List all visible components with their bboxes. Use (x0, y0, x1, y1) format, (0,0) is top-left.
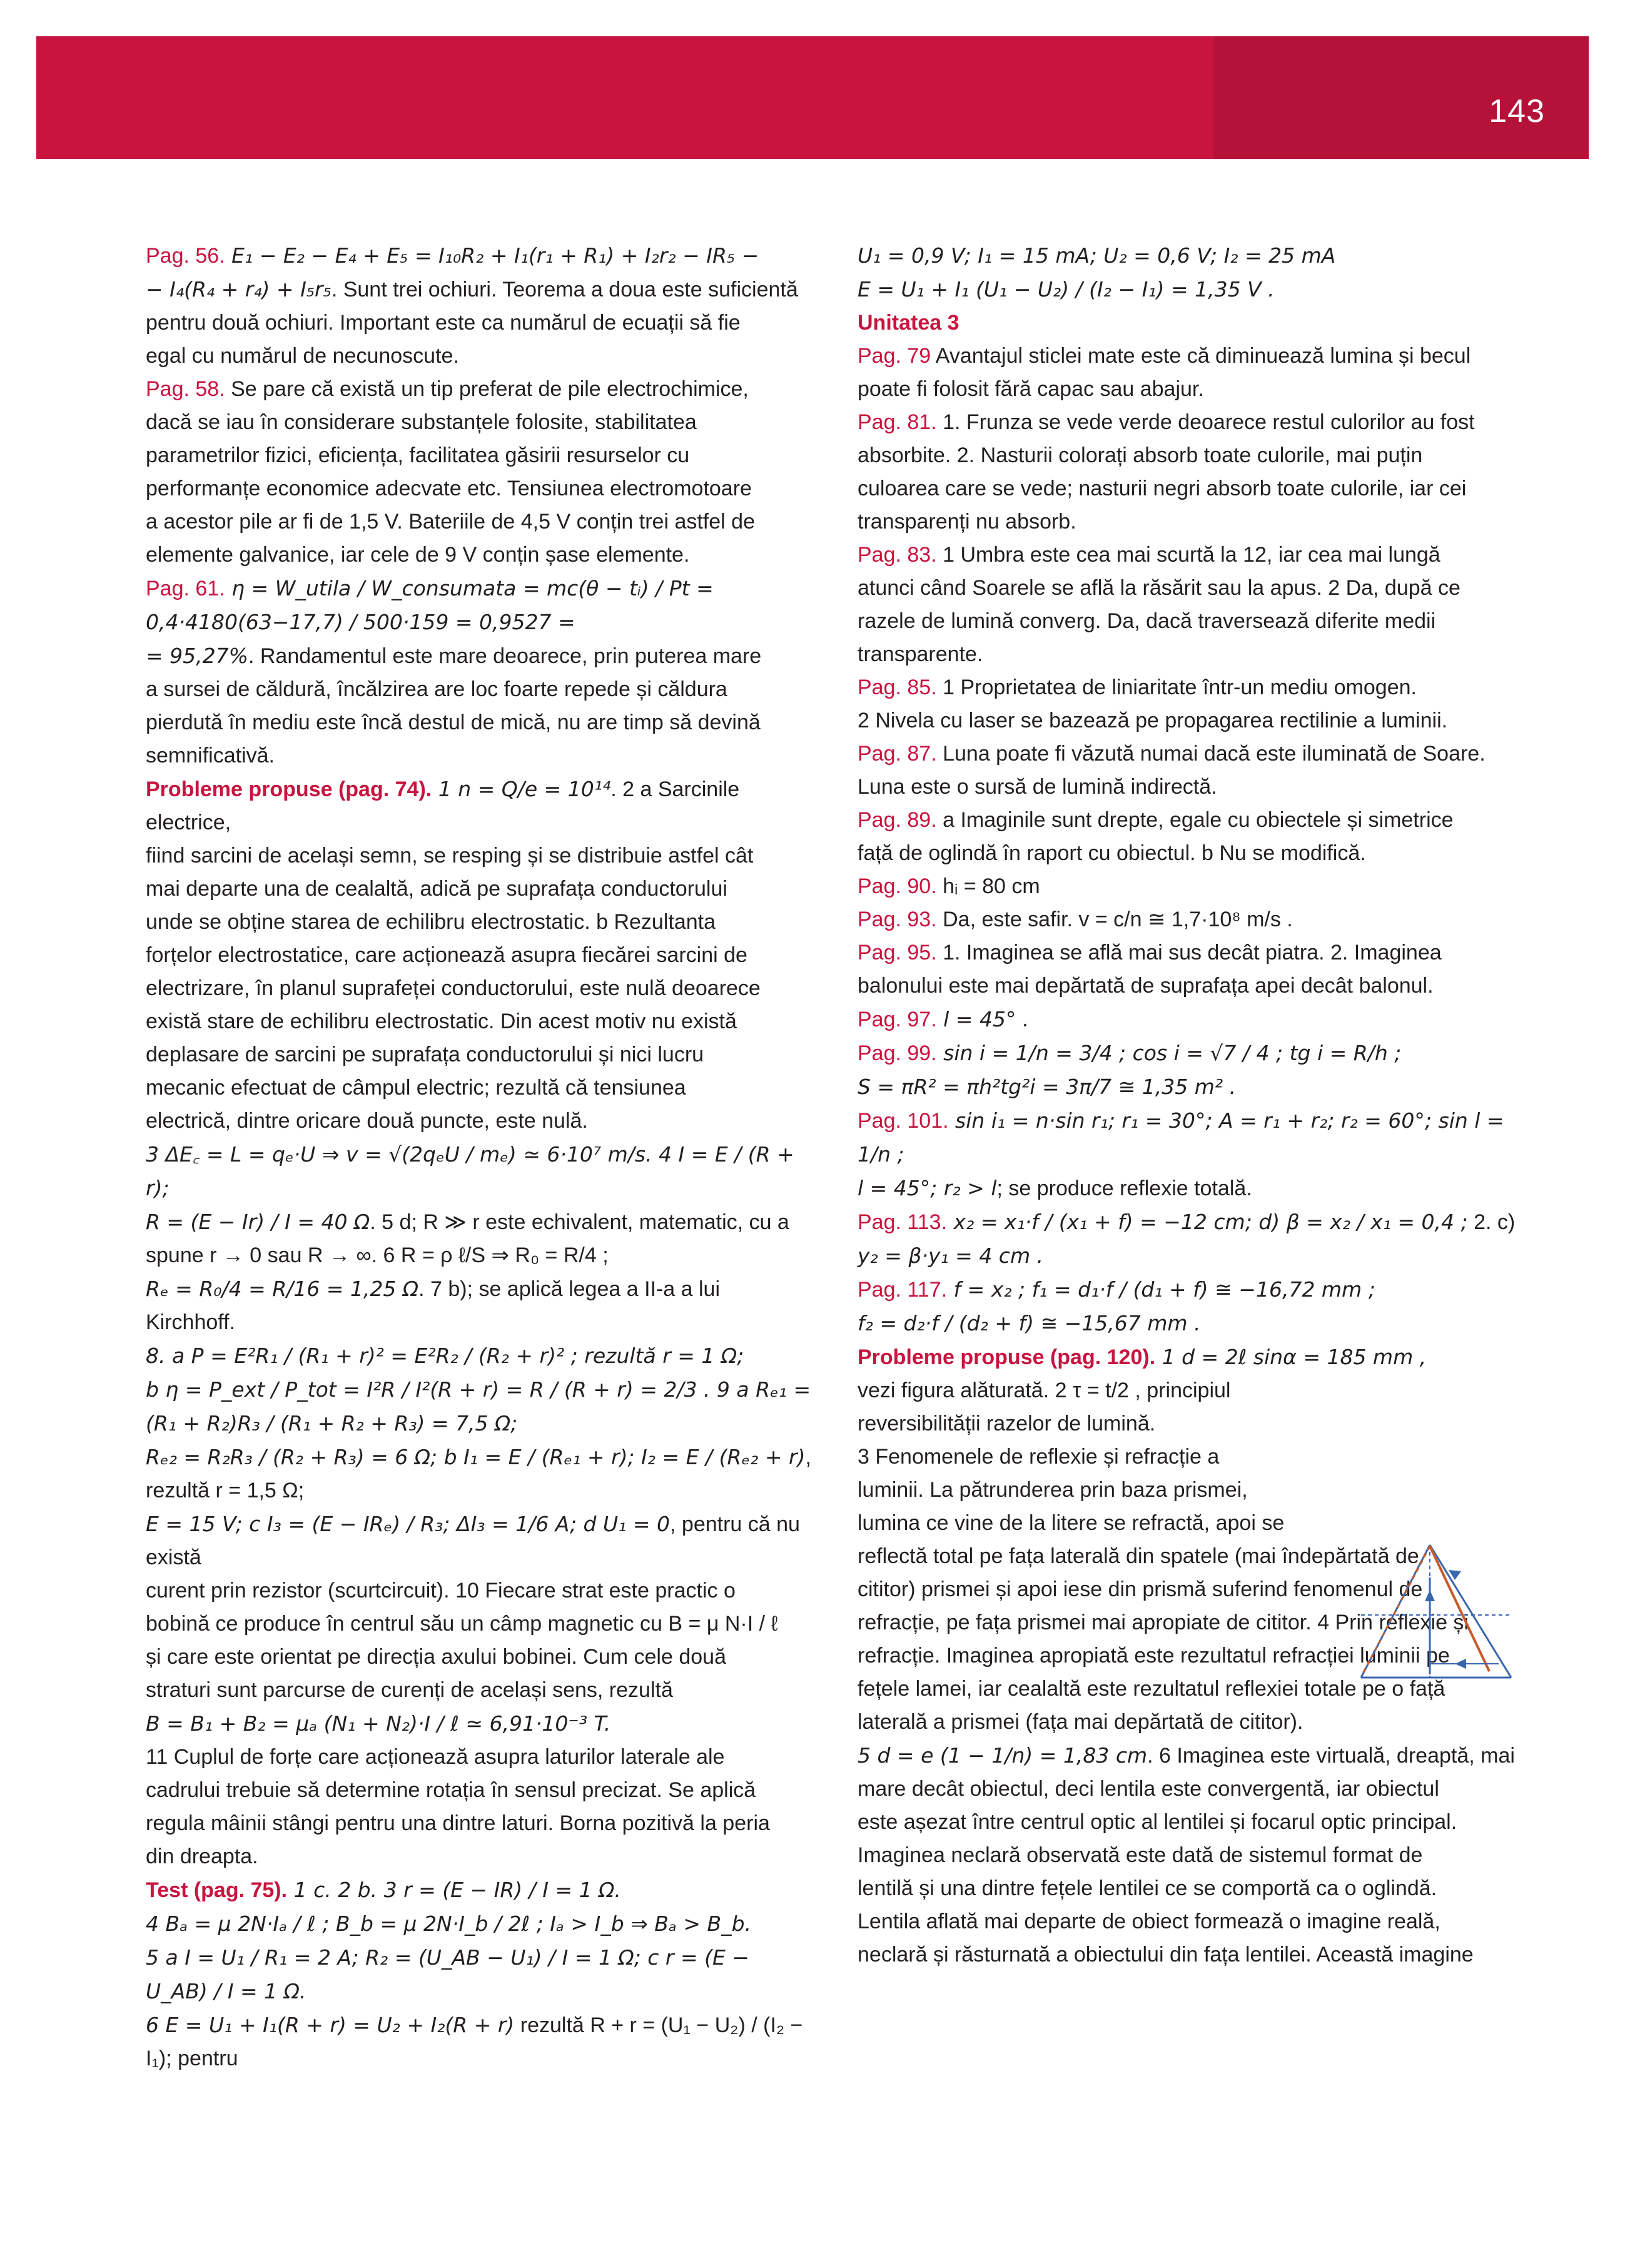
left-line (146, 406, 815, 439)
left-line-text: straturi sunt parcurse de curenți de același sens, rezultă (146, 1678, 673, 1702)
right-line-text: . 6 Imaginea este virtuală, dreaptă, mai (1147, 1744, 1515, 1768)
left-line (146, 906, 815, 939)
left-line-math: 6 E = U₁ + I₁(R + r) = U₂ + I₂(R + r) (146, 2013, 515, 2037)
left-line (146, 1741, 815, 1774)
right-line-text: față de oglindă în raport cu obiectul. b Nu se modifică. (858, 841, 1366, 865)
right-line-text: neclară și răsturnată a obiectului din fața lentilei. Această imagine (858, 1943, 1474, 1967)
left-line-math: B = B₁ + B₂ = μₐ (N₁ + N₂)·I / ℓ ≃ 6,91·10⁻³ T. (146, 1711, 611, 1736)
right-line-text: ; se produce reflexie totală. (996, 1177, 1252, 1200)
right-line (858, 1374, 1539, 1407)
right-line (858, 870, 1539, 903)
left-line-math: 5 a I = U₁ / R₁ = 2 A; R₂ = (U_AB − U₁) / I = 1 Ω; c r = (E − U_AB) / I = 1 Ω. (146, 1945, 749, 2003)
right-line-text: transparenți nu absorb. (858, 510, 1076, 534)
right-line (858, 1340, 1539, 1374)
right-line-text: 1 Umbra este cea mai scurtă la 12, iar cea mai lungă (936, 543, 1440, 567)
left-line-text: există stare de echilibru electrostatic. Din acest motiv nu există (146, 1010, 737, 1033)
right-line-text: transparente. (858, 642, 983, 666)
right-line (858, 837, 1539, 870)
right-line-ref: Pag. 97. (858, 1008, 937, 1031)
right-line (858, 804, 1539, 837)
right-line (858, 605, 1539, 638)
left-line-text: regula mâinii stângi pentru una dintre laturi. Borna pozitivă la peria (146, 1811, 770, 1835)
right-line-text: 1 Proprietatea de liniaritate într-un mediu omogen. (936, 676, 1417, 699)
left-line (146, 1373, 815, 1440)
left-line-text: . Randamentul este mare deoarece, prin puterea mare (248, 644, 762, 668)
right-line-text: razele de lumină converg. Da, dacă traversează diferite medii (858, 609, 1436, 633)
left-column (146, 239, 815, 2075)
right-line (858, 1938, 1539, 1972)
left-line (146, 239, 815, 273)
right-line (858, 340, 1539, 373)
prism-right-face (1430, 1545, 1511, 1678)
right-line (858, 1905, 1539, 1938)
right-line (858, 273, 1539, 306)
left-line (146, 972, 815, 1005)
right-line (858, 737, 1539, 771)
left-line-text: parametrilor fizici, eficiența, facilitatea găsirii resurselor cu (146, 443, 690, 467)
right-line-text: este așezat între centrul optic al lentilei și focarul optic principal. (858, 1810, 1457, 1834)
right-line-math: l = 45°; r₂ > l (858, 1176, 997, 1200)
left-line-math: 1 c. 2 b. 3 r = (E − IR) / I = 1 Ω. (287, 1878, 621, 1902)
left-line-text: unde se obține starea de echilibru electrostatic. b Rezultanta (146, 910, 716, 934)
right-line-ref: Pag. 81. (858, 410, 937, 434)
left-line (146, 1272, 815, 1339)
right-line-text: 2 Nivela cu laser se bazează pe propagarea rectilinie a luminii. (858, 709, 1448, 732)
left-line-text: a acestor pile ar fi de 1,5 V. Bateriile de 4,5 V conțin trei astfel de (146, 510, 755, 534)
left-line-text: mai departe una de cealaltă, adică pe suprafața conductorului (146, 877, 727, 901)
right-line-head: Unitatea 3 (858, 311, 959, 335)
left-line (146, 1038, 815, 1071)
right-line (858, 1872, 1539, 1905)
right-line-text: reflectă total pe fața laterală din spatele (mai îndepărtată de (858, 1544, 1419, 1568)
right-line (858, 936, 1539, 969)
right-line (858, 1307, 1539, 1340)
left-line (146, 1707, 815, 1741)
left-line-math: R = (E − Ir) / I = 40 Ω (146, 1210, 370, 1234)
right-line-text: culoarea care se vede; nasturii negri absorb toate culorile, iar cei (858, 477, 1467, 500)
left-line-text: egal cu numărul de necunoscute. (146, 344, 459, 368)
left-line-math: 3 ΔE꜀ = L = qₑ·U ⇒ v = √(2qₑU / mₑ) ≃ 6·10⁷ m/s. 4 I = E / (R + r); (146, 1142, 794, 1200)
left-line-ref: Pag. 56. (146, 244, 225, 268)
right-line-ref: Pag. 95. (858, 941, 937, 964)
left-line (146, 1205, 815, 1239)
right-line (858, 1739, 1539, 1773)
right-line (858, 1273, 1539, 1307)
right-line (858, 539, 1539, 572)
right-line (858, 1239, 1539, 1273)
header-band (36, 36, 1589, 159)
left-line-text: deplasare de sarcini pe suprafața conductorului și nici lucru (146, 1043, 704, 1066)
left-line-text: cadrului trebuie să determine rotația în sensul precizat. Se aplică (146, 1778, 756, 1802)
left-line (146, 1907, 815, 1941)
right-line-text: Da, este safir. v = c/n ≅ 1,7·10⁸ m/s . (936, 908, 1293, 931)
left-line-text: pierdută în mediu este încă destul de mică, nu are timp să devină (146, 711, 761, 734)
left-line-math: 1 n = Q/e = 10¹⁴ (432, 777, 611, 801)
right-line (858, 1806, 1539, 1839)
left-line-text: bobină ce produce în centrul său un câmp magnetic cu B = μ N·I / ℓ (146, 1612, 778, 1636)
left-line (146, 1239, 815, 1272)
right-line-math: l = 45° . (936, 1007, 1030, 1031)
left-line (146, 1941, 815, 2008)
right-line-text: Lentila aflată mai departe de obiect formează o imagine reală, (858, 1910, 1440, 1933)
right-line-ref: Pag. 83. (858, 543, 937, 567)
right-line (858, 704, 1539, 737)
right-line-ref: Pag. 101. (858, 1109, 949, 1133)
left-line-text: performanțe economice adecvate etc. Tensiunea electromotoare (146, 477, 752, 500)
right-line-text: Luna este o sursă de lumină indirectă. (858, 775, 1217, 799)
right-line-text: a Imaginile sunt drepte, egale cu obiectele și simetrice (936, 808, 1454, 832)
right-line (858, 1706, 1539, 1739)
right-line-math: 1 d = 2ℓ sinα = 185 mm , (1155, 1345, 1427, 1369)
left-line-text: mecanic efectuat de câmpul electric; rezultă că tensiunea (146, 1076, 686, 1100)
left-line (146, 539, 815, 572)
left-line-text: curent prin rezistor (scurtcircuit). 10 Fiecare strat este practic o (146, 1579, 736, 1602)
right-line-text: Imaginea neclară observată este dată de sistemul format de (858, 1843, 1423, 1867)
left-line (146, 472, 815, 505)
left-line-math: 4 Bₐ = μ 2N·Iₐ / ℓ ; B_b = μ 2N·I_b / 2ℓ ; Iₐ > I_b ⇒ Bₐ > B_b. (146, 1911, 752, 1936)
left-line (146, 873, 815, 906)
right-line-head: Probleme propuse (pag. 120). (858, 1345, 1156, 1369)
left-line-math: = 95,27% (146, 644, 248, 668)
left-line-text: Se pare că există un tip preferat de pile electrochimice, (225, 377, 749, 401)
right-line-text: vezi figura alăturată. 2 τ = t/2 , principiul (858, 1379, 1231, 1402)
right-line (858, 572, 1539, 605)
right-line-text: absorbite. 2. Nasturii colorați absorb toate culorile, mai puțin (858, 443, 1423, 467)
left-line-head: Test (pag. 75). (146, 1878, 288, 1902)
left-line (146, 572, 815, 639)
right-line-text: lentilă și una dintre fețele lentilei ce se comportă ca o oglindă. (858, 1876, 1437, 1900)
right-line-text: poate fi folosit fără capac sau abajur. (858, 377, 1204, 401)
left-line-text: , pentru că nu există (146, 1512, 800, 1569)
right-line-text: balonului este mai depărtată de suprafața apei decât balonul. (858, 974, 1434, 998)
left-line (146, 673, 815, 706)
left-line-text: , rezultă r = 1,5 Ω; (146, 1445, 811, 1502)
right-line (858, 1507, 1539, 1540)
right-line-text: 2. c) (1467, 1210, 1516, 1234)
right-line-math: f₂ = d₂·f / (d₂ + f) ≅ −15,67 mm . (858, 1311, 1201, 1335)
right-line-math: 5 d = e (1 − 1/n) = 1,83 cm (858, 1743, 1148, 1768)
left-line-math: b η = P_ext / P_tot = I²R / I²(R + r) = R / (R + r) = 2/3 . 9 a Rₑ₁ = (R₁ + R₂)R₃ / (R₁ + R₂ + R₃) = 7,5 Ω; (146, 1377, 811, 1435)
arrow-up (1425, 1590, 1435, 1601)
left-line-text: 11 Cuplul de forțe care acționează asupra laturilor laterale ale (146, 1745, 725, 1769)
left-line-math: 8. a P = E²R₁ / (R₁ + r)² = E²R₂ / (R₂ + r)² ; rezultă r = 1 Ω; (146, 1344, 744, 1368)
refracted-ray (1430, 1546, 1489, 1671)
left-line (146, 1005, 815, 1038)
left-line (146, 1339, 815, 1373)
right-line-math: E = U₁ + I₁ (U₁ − U₂) / (I₂ − I₁) = 1,35 V . (858, 277, 1275, 301)
left-line-text: și care este orientat pe direcția axului bobinei. Cum cele două (146, 1645, 726, 1669)
left-line (146, 373, 815, 406)
left-line (146, 1873, 815, 1907)
right-line (858, 1172, 1539, 1205)
left-line-text: semnificativă. (146, 744, 275, 767)
right-line (858, 969, 1539, 1003)
right-line (858, 1070, 1539, 1104)
left-line (146, 1774, 815, 1807)
right-line-text: cititor) prismei și apoi iese din prismă suferind fenomenul de (858, 1577, 1423, 1601)
left-line-math: η = W_utila / W_consumata = mc(θ − tᵢ) / Pt = 0,4·4180(63−17,7) / 500·159 = 0,9527 = (146, 576, 714, 634)
left-line (146, 706, 815, 739)
right-line-text: 1. Imaginea se află mai sus decât piatra. 2. Imaginea (936, 941, 1442, 964)
left-line-ref: Pag. 58. (146, 377, 225, 401)
left-line (146, 1641, 815, 1674)
right-line-text: refracție, pe fața prismei mai apropiate de cititor. 4 Prin reflexie și (858, 1611, 1469, 1634)
left-line (146, 505, 815, 539)
right-line (858, 1003, 1539, 1036)
left-line (146, 739, 815, 772)
right-line-ref: Pag. 87. (858, 742, 937, 766)
right-line (858, 1773, 1539, 1806)
left-line-math: Rₑ₂ = R₂R₃ / (R₂ + R₃) = 6 Ω; b I₁ = E / (Rₑ₁ + r); I₂ = E / (Rₑ₂ + r) (146, 1445, 806, 1469)
left-line (146, 1607, 815, 1641)
left-line-text: . 5 d; R ≫ r este echivalent, matematic, cu a (370, 1210, 789, 1234)
left-line-math: − I₄(R₄ + r₄) + I₅r₅ (146, 277, 332, 301)
right-line (858, 406, 1539, 439)
right-line (858, 1104, 1539, 1172)
right-line-text: lumina ce vine de la litere se refractă, apoi se (858, 1511, 1285, 1535)
left-line (146, 1105, 815, 1138)
right-line-ref: Pag. 85. (858, 676, 937, 699)
right-line-text: luminii. La pătrunderea prin baza prismei, (858, 1478, 1248, 1502)
right-line-math: U₁ = 0,9 V; I₁ = 15 mA; U₂ = 0,6 V; I₂ = 25 mA (858, 243, 1336, 268)
left-line-text: forțelor electrostatice, care acționează asupra fiecărei sarcini de (146, 943, 747, 967)
left-line-text: fiind sarcini de același semn, se resping și se distribuie astfel cât (146, 844, 754, 868)
right-line-math: f = x₂ ; f₁ = d₁·f / (d₁ + f) ≅ −16,72 mm ; (947, 1277, 1375, 1302)
right-line (858, 306, 1539, 340)
right-line-text: laterală a prismei (fața mai depărtată de cititor). (858, 1710, 1304, 1734)
right-line (858, 1036, 1539, 1070)
left-line (146, 273, 815, 306)
left-line (146, 939, 815, 972)
right-column (858, 239, 1539, 1972)
left-line (146, 340, 815, 373)
right-line-math: sin i₁ = n·sin r₁; r₁ = 30°; A = r₁ + r₂; r₂ = 60°; sin l = 1/n ; (858, 1108, 1504, 1167)
right-line-text: mare decât obiectul, deci lentila este convergentă, iar obiectul (858, 1777, 1439, 1801)
left-line (146, 1840, 815, 1873)
right-line (858, 505, 1539, 539)
prism-ray-diagram (1355, 1540, 1520, 1689)
right-line (858, 472, 1539, 505)
right-line-text: 1. Frunza se vede verde deoarece restul culorilor au fost (936, 410, 1475, 434)
left-line-text: electrică, dintre oricare două puncte, este nulă. (146, 1109, 588, 1133)
right-line (858, 1440, 1539, 1474)
left-line-head: Probleme propuse (pag. 74). (146, 777, 432, 801)
left-line-text: . Sunt trei ochiuri. Teorema a doua este suficientă (331, 278, 798, 301)
right-line-ref: Pag. 89. (858, 808, 937, 832)
left-line-text: spune r → 0 sau R → ∞. 6 R = ρ ℓ/S ⇒ R₀ = R/4 ; (146, 1243, 609, 1267)
right-line-text: Luna poate fi văzută numai dacă este iluminată de Soare. (936, 742, 1486, 766)
right-line (858, 1205, 1539, 1239)
right-line-ref: Pag. 93. (858, 908, 937, 931)
left-line (146, 1807, 815, 1840)
right-line (858, 373, 1539, 406)
left-line-text: electrizare, în planul suprafeței conductorului, este nulă deoarece (146, 976, 761, 1000)
right-line (858, 1407, 1539, 1440)
left-line (146, 1138, 815, 1205)
left-line-math: Rₑ = R₀/4 = R/16 = 1,25 Ω (146, 1277, 419, 1301)
right-line-ref: Pag. 117. (858, 1278, 948, 1302)
right-line-text: hᵢ = 80 cm (936, 874, 1040, 898)
right-line-text: 3 Fenomenele de reflexie și refracție a (858, 1445, 1220, 1469)
right-line-math: y₂ = β·y₁ = 4 cm . (858, 1243, 1044, 1268)
left-line-text: din dreapta. (146, 1845, 258, 1868)
right-line-text: Avantajul sticlei mate este că diminuează lumina și becul (931, 344, 1471, 368)
left-line-text: . 7 b); se aplică legea a II-a a lui Kirchhoff. (146, 1277, 721, 1334)
right-line (858, 771, 1539, 804)
right-line (858, 1839, 1539, 1872)
right-line (858, 638, 1539, 671)
left-line (146, 772, 815, 839)
left-line-text: dacă se iau în considerare substanțele folosite, stabilitatea (146, 410, 697, 434)
left-line (146, 1574, 815, 1607)
right-line-ref: Pag. 90. (858, 874, 937, 898)
left-line (146, 839, 815, 873)
right-line (858, 239, 1539, 273)
left-line (146, 1440, 815, 1507)
left-line (146, 1071, 815, 1105)
right-line (858, 439, 1539, 472)
left-line (146, 1674, 815, 1707)
left-line-text: a sursei de căldură, încălzirea are loc foarte repede și căldura (146, 677, 727, 701)
right-line-text: atunci când Soarele se află la răsărit sau la apus. 2 Da, după ce (858, 576, 1460, 600)
right-line (858, 1474, 1539, 1507)
page-number: 143 (1489, 93, 1545, 129)
right-line (858, 671, 1539, 704)
right-line-math: S = πR² = πh²tg²i = 3π/7 ≅ 1,35 m² . (858, 1075, 1237, 1099)
left-line-text: rezultă R + r = (U₁ − U₂) / (I₂ − I₁); pentru (146, 2013, 803, 2070)
left-line-ref: Pag. 61. (146, 577, 225, 600)
right-line-text: reversibilității razelor de lumină. (858, 1412, 1156, 1435)
left-line (146, 439, 815, 472)
right-line-math: sin i = 1/n = 3/4 ; cos i = √7 / 4 ; tg i = R/h ; (936, 1041, 1402, 1065)
right-line-math: x₂ = x₁·f / (x₁ + f) = −12 cm; d) β = x₂ / x₁ = 0,4 ; (947, 1210, 1468, 1234)
left-line-math: E = 15 V; c I₃ = (E − IRₑ) / R₃; ΔI₃ = 1/6 A; d U₁ = 0 (146, 1512, 671, 1536)
right-line-ref: Pag. 113. (858, 1210, 948, 1234)
left-line (146, 639, 815, 673)
left-line (146, 1507, 815, 1574)
left-line-text: . 2 a Sarcinile electrice, (146, 777, 740, 834)
left-line (146, 2008, 815, 2075)
left-line-text: pentru două ochiuri. Important este ca numărul de ecuații să fie (146, 311, 741, 335)
right-line-text: fețele lamei, iar cealaltă este rezultatul reflexiei totale pe o față (858, 1677, 1445, 1701)
right-line-text: refracție. Imaginea apropiată este rezultatul refracției luminii pe (858, 1644, 1450, 1668)
left-line-text: elemente galvanice, iar cele de 9 V conțin șase elemente. (146, 543, 690, 567)
right-line-ref: Pag. 79 (858, 344, 931, 368)
left-line-math: E₁ − E₂ − E₄ + E₅ = I₁₀R₂ + I₁(r₁ + R₁) + I₂r₂ − IR₅ − (225, 243, 759, 268)
right-line (858, 903, 1539, 936)
left-line (146, 306, 815, 340)
right-line-ref: Pag. 99. (858, 1041, 937, 1065)
